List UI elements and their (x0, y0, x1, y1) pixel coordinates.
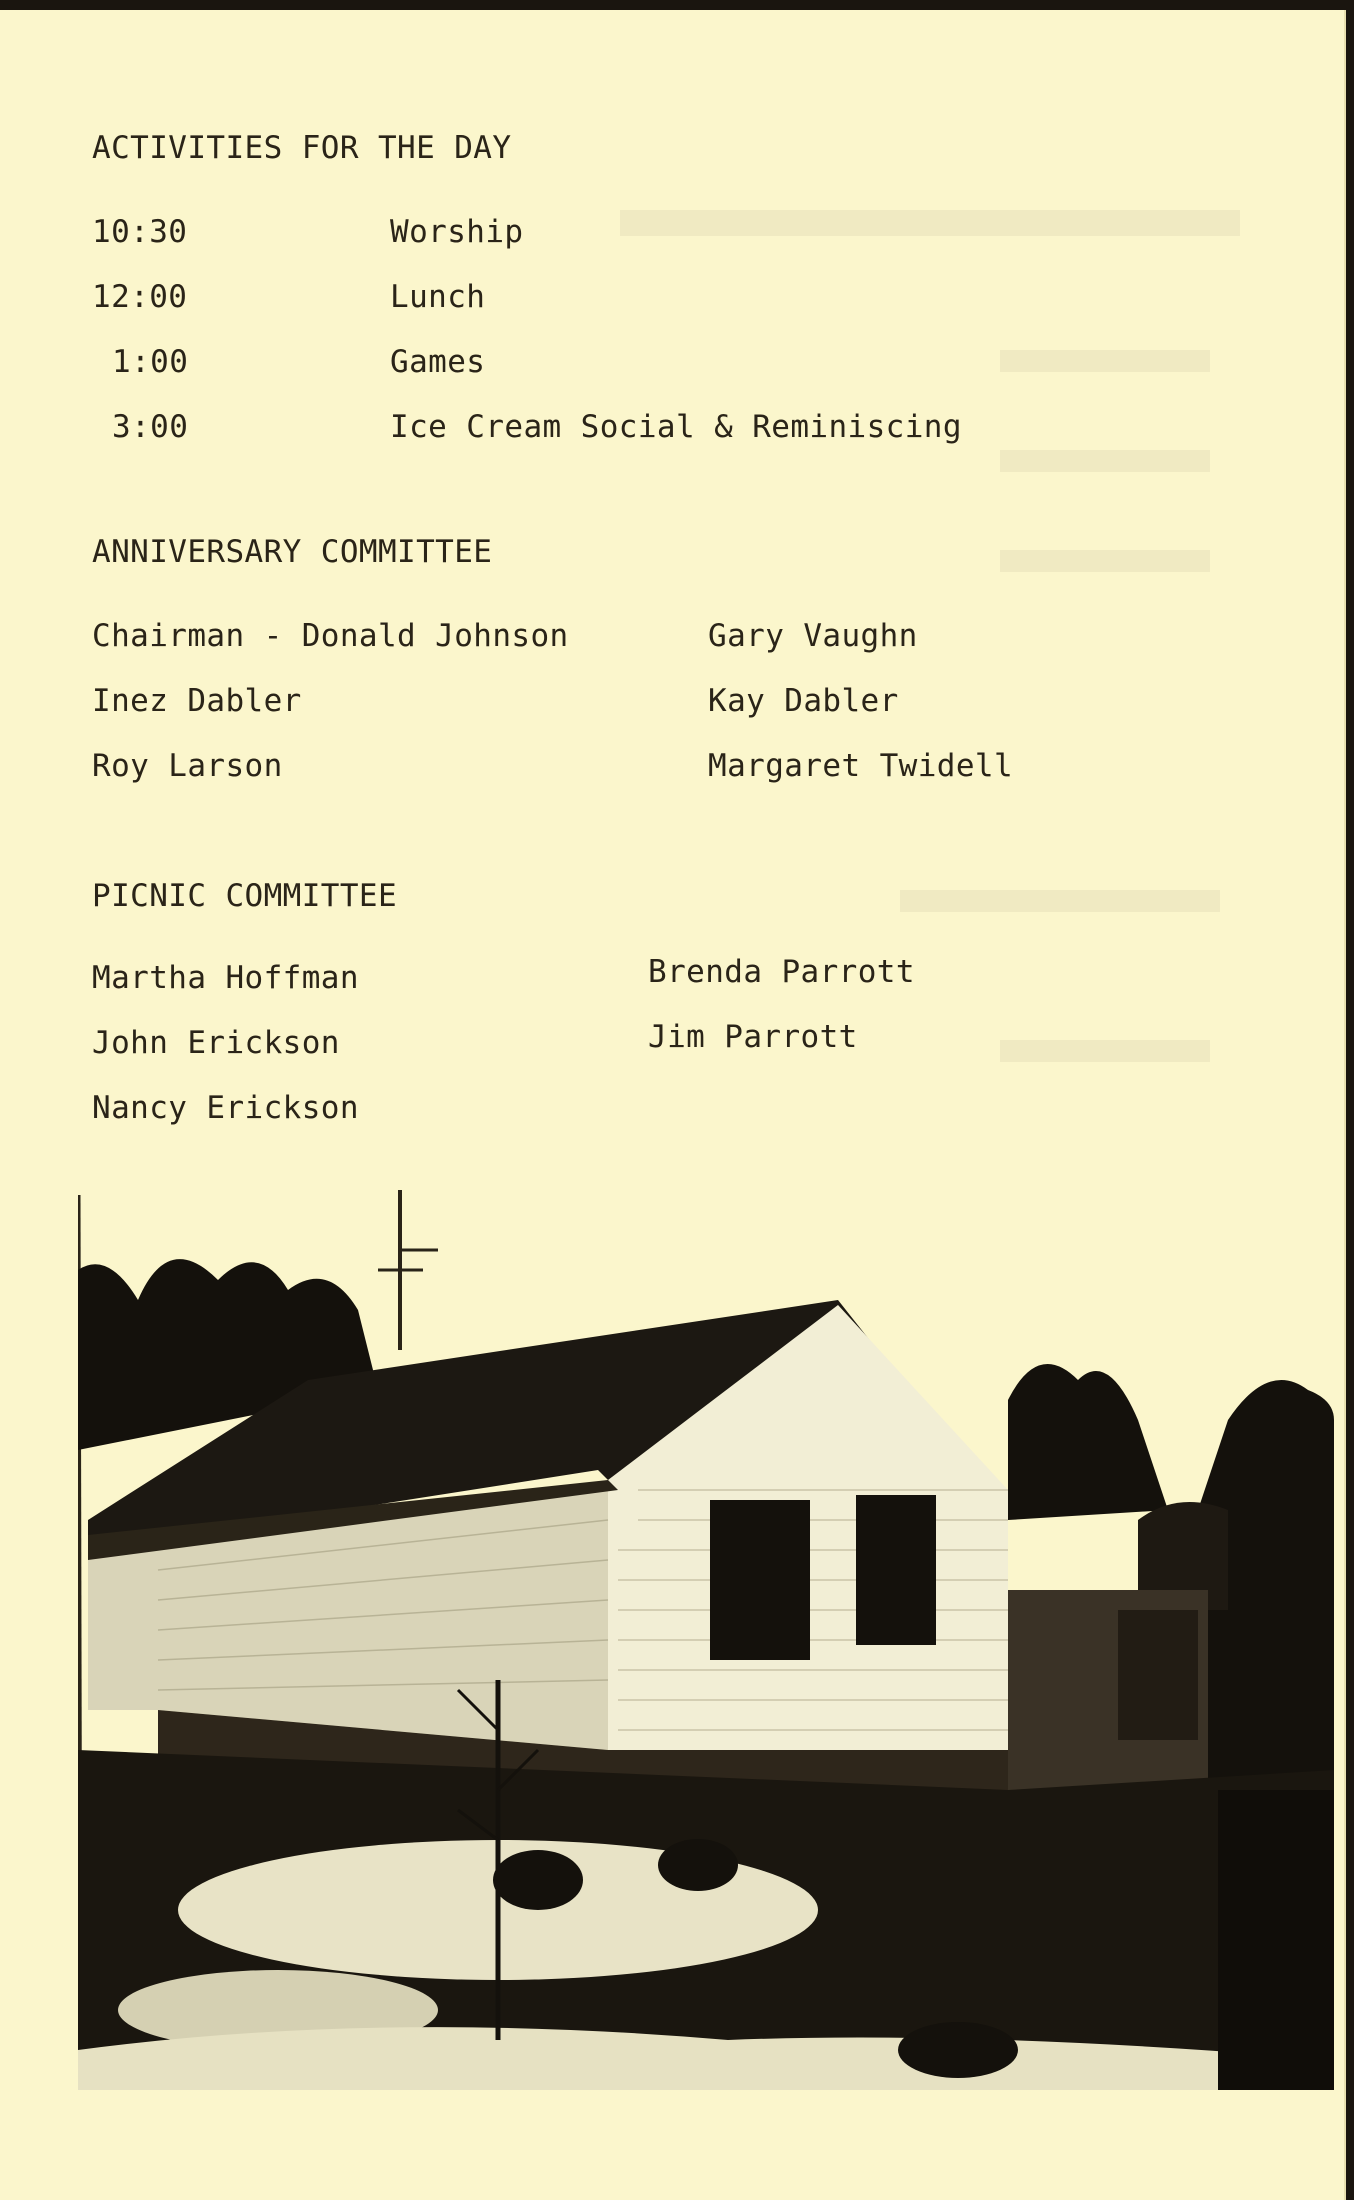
church-building-photo (78, 1190, 1334, 2090)
activity-time: 3:00 (112, 409, 189, 445)
committee-member: Margaret Twidell (708, 748, 1014, 784)
committee-member: Martha Hoffman (92, 960, 359, 996)
activity-time: 1:00 (112, 344, 189, 380)
activity-time: 12:00 (92, 279, 188, 315)
activity-event: Worship (390, 214, 524, 250)
activity-event: Ice Cream Social & Reminiscing (390, 409, 962, 445)
activity-event: Lunch (390, 279, 486, 315)
committee-member: Inez Dabler (92, 683, 302, 719)
activities-heading: ACTIVITIES FOR THE DAY (92, 130, 512, 166)
committee-member: Chairman - Donald Johnson (92, 618, 569, 654)
activity-time: 10:30 (92, 214, 188, 250)
activity-event: Games (390, 344, 486, 380)
committee-member: John Erickson (92, 1025, 340, 1061)
committee-member: Jim Parrott (648, 1019, 858, 1055)
committee-member: Nancy Erickson (92, 1090, 359, 1126)
anniversary-committee-heading: ANNIVERSARY COMMITTEE (92, 534, 493, 570)
committee-member: Kay Dabler (708, 683, 899, 719)
scan-top-border (0, 0, 1354, 10)
picnic-committee-heading: PICNIC COMMITTEE (92, 878, 398, 914)
committee-member: Gary Vaughn (708, 618, 918, 654)
committee-member: Brenda Parrott (648, 954, 915, 990)
committee-member: Roy Larson (92, 748, 283, 784)
